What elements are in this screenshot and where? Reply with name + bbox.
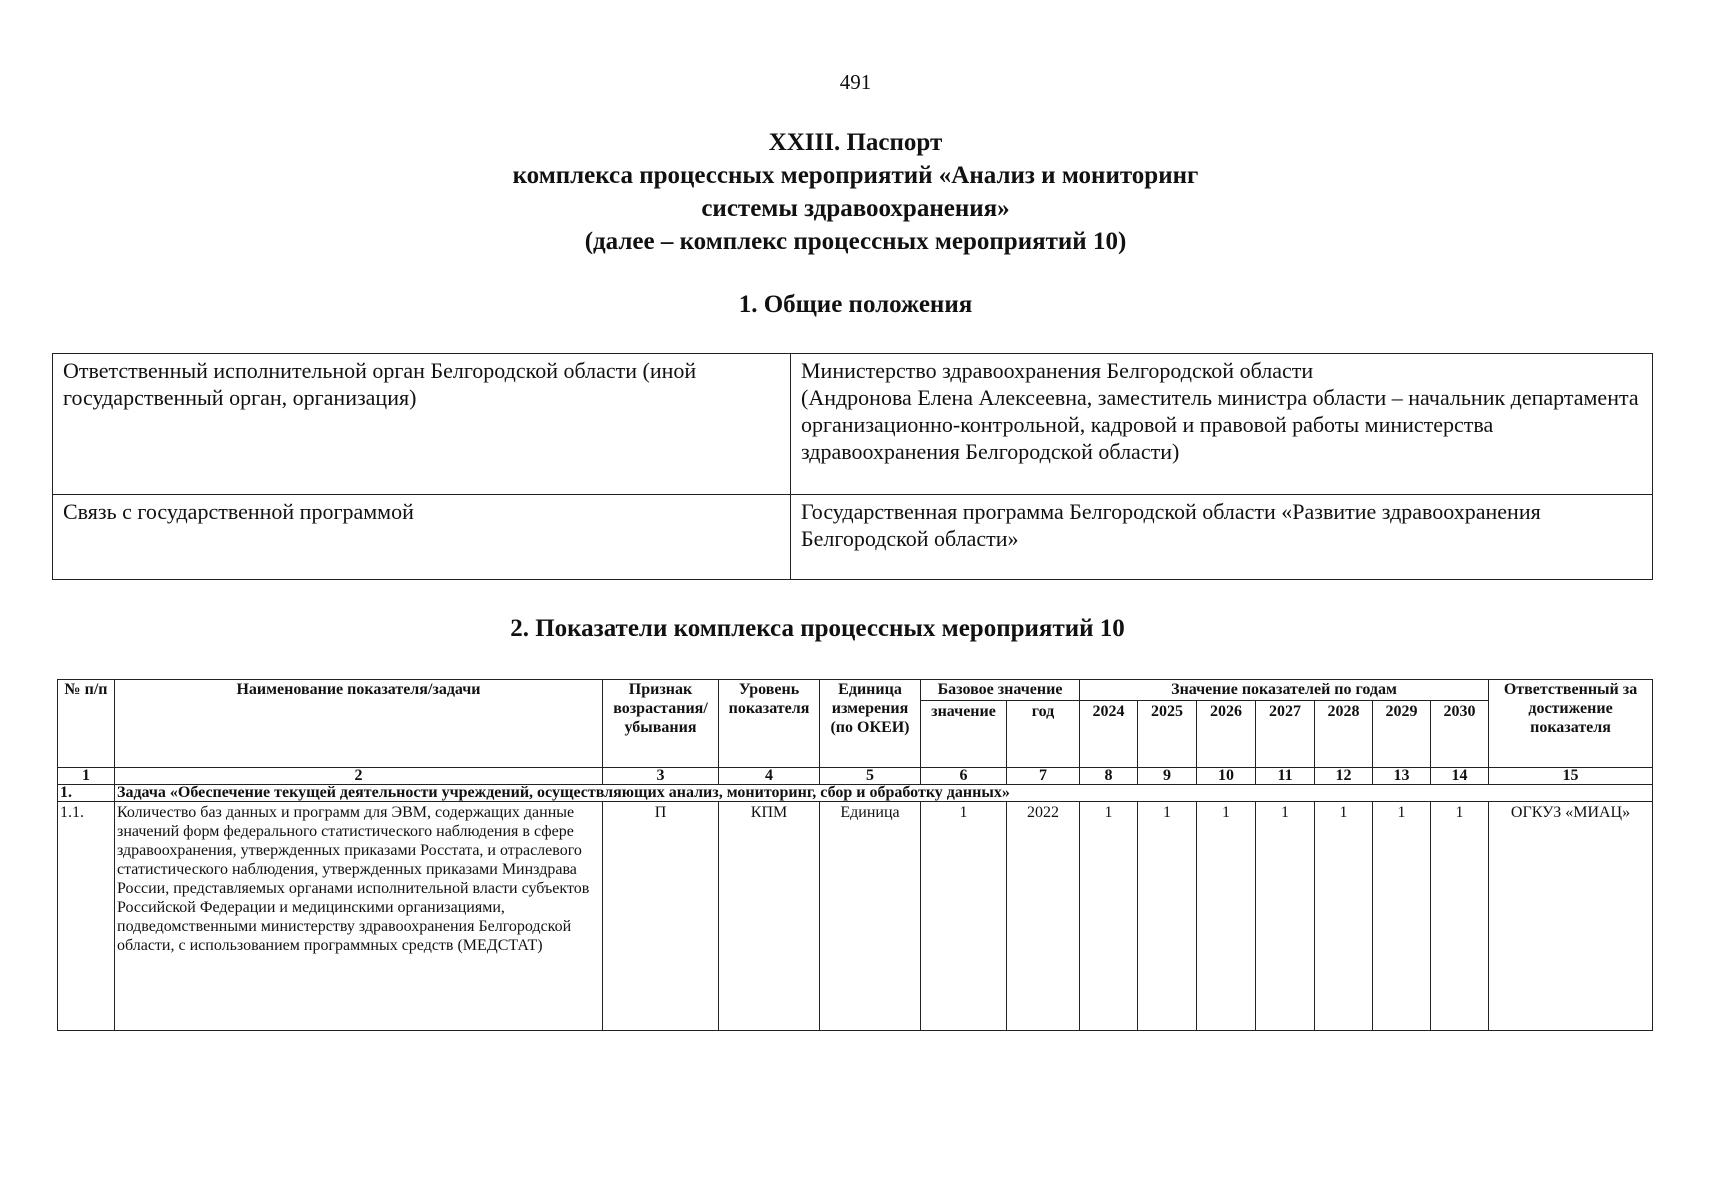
column-number: 1: [58, 768, 115, 785]
header-year-2025: 2025: [1138, 701, 1197, 768]
column-number: 12: [1315, 768, 1373, 785]
task-text: Задача «Обеспечение текущей деятельности учреждений, осуществляющих анализ, мониторинг, сбор и обработку данных»: [115, 785, 1653, 802]
page-number: 491: [839, 70, 872, 94]
info-value-line: (Андронова Елена Алексеевна, заместитель министра области – начальник департамента организационно-контрольной, кадровой и правовой работы министерства здравоохранения Белгородской области): [801, 385, 1639, 464]
column-number: 9: [1138, 768, 1197, 785]
row-value-2024: 1: [1080, 802, 1138, 1031]
section-2-heading: 2. Показатели комплекса процессных мероприятий 10: [510, 615, 1125, 642]
column-number: 15: [1489, 768, 1653, 785]
header-responsible: Ответственный за достижение показателя: [1489, 680, 1653, 768]
row-unit: Единица: [820, 802, 921, 1031]
info-row-responsible: [53, 354, 1653, 495]
header-num: № п/п: [58, 680, 115, 768]
info-value-line: Министерство здравоохранения Белгородской области: [801, 358, 1314, 383]
header-base-value: значение: [921, 701, 1007, 768]
title-line-2: комплекса процессных мероприятий «Анализ и мониторинг: [512, 162, 1199, 189]
info-value-responsible: [791, 354, 1653, 495]
column-number: 7: [1007, 768, 1080, 785]
row-base-value: 1: [921, 802, 1007, 1031]
header-year-2024: 2024: [1080, 701, 1138, 768]
column-number: 8: [1080, 768, 1138, 785]
row-value-2029: 1: [1373, 802, 1431, 1031]
title-line-4: (далее – комплекс процессных мероприятий 10): [584, 228, 1127, 255]
title-line-3: системы здравоохранения»: [701, 195, 1010, 222]
row-sign: П: [603, 802, 719, 1031]
column-number: 13: [1373, 768, 1431, 785]
header-name: Наименование показателя/задачи: [115, 680, 603, 768]
column-number-row: [58, 768, 1653, 785]
header-year-2027: 2027: [1256, 701, 1315, 768]
header-sign: Признак возрастания/ убывания: [603, 680, 719, 768]
info-row-program: [53, 495, 1653, 580]
row-base-year: 2022: [1007, 802, 1080, 1031]
section-1-heading: 1. Общие положения: [738, 291, 973, 318]
column-number: 5: [820, 768, 921, 785]
row-value-2028: 1: [1315, 802, 1373, 1031]
table-row: [58, 802, 1653, 1031]
column-number: 2: [115, 768, 603, 785]
header-year-2030: 2030: [1431, 701, 1489, 768]
column-number: 10: [1197, 768, 1256, 785]
indicators-table: [57, 679, 1653, 1031]
title-line-1: XXIII. Паспорт: [768, 129, 943, 156]
header-level: Уровень показателя: [719, 680, 820, 768]
row-value-2030: 1: [1431, 802, 1489, 1031]
header-year-2028: 2028: [1315, 701, 1373, 768]
column-number: 3: [603, 768, 719, 785]
info-value-program: [791, 495, 1653, 580]
header-year-2029: 2029: [1373, 701, 1431, 768]
row-num: 1.1.: [58, 802, 115, 1031]
header-unit: Единица измерения (по ОКЕИ): [820, 680, 921, 768]
row-value-2026: 1: [1197, 802, 1256, 1031]
header-base: Базовое значение: [921, 680, 1080, 701]
task-row: [58, 785, 1653, 802]
info-label-program: Связь с государственной программой: [53, 495, 791, 580]
column-number: 6: [921, 768, 1007, 785]
info-label-responsible: Ответственный исполнительной орган Белгородской области (иной государственный орган, организация): [53, 354, 791, 495]
row-name: Количество баз данных и программ для ЭВМ, содержащих данные значений форм федерального статистического наблюдения в сфере здравоохранения, утвержденных приказами Росстата, и отраслевого статистического наблюдения, утвержденных приказами Минздрава России, представляемых органами исполнительной власти субъектов Российской Федерации и медицинскими организациями, подведомственными министерству здравоохранения Белгородской области, с использованием программных средств (МЕДСТАТ): [115, 802, 603, 1031]
general-info-table: [52, 353, 1653, 580]
passport-title: [0, 126, 1711, 258]
header-years-group: Значение показателей по годам: [1080, 680, 1489, 701]
task-num: 1.: [58, 785, 115, 802]
column-number: 4: [719, 768, 820, 785]
info-value-line: Государственная программа Белгородской области «Развитие здравоохранения Белгородской области»: [801, 499, 1541, 551]
column-number: 14: [1431, 768, 1489, 785]
row-value-2025: 1: [1138, 802, 1197, 1031]
row-value-2027: 1: [1256, 802, 1315, 1031]
row-level: КПМ: [719, 802, 820, 1031]
row-responsible: ОГКУЗ «МИАЦ»: [1489, 802, 1653, 1031]
header-year-2026: 2026: [1197, 701, 1256, 768]
column-number: 11: [1256, 768, 1315, 785]
header-base-year: год: [1007, 701, 1080, 768]
